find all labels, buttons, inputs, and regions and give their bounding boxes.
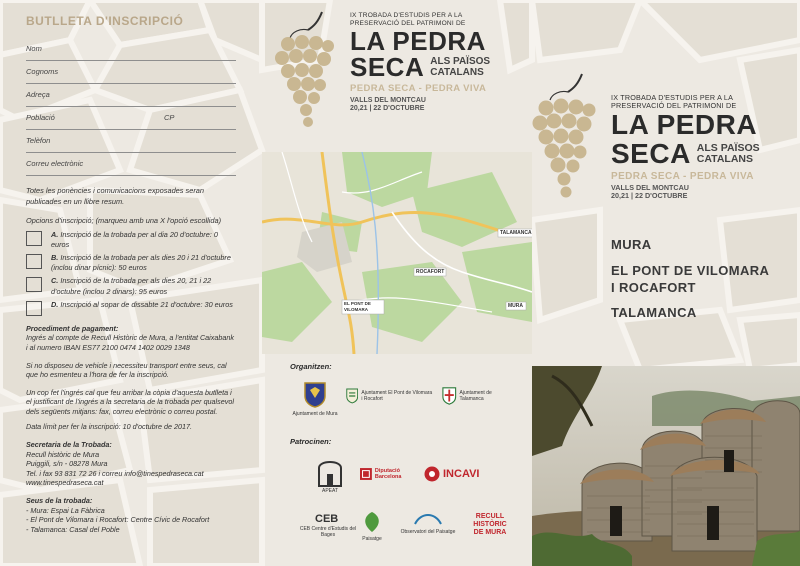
phone-field[interactable]: Telèfon [26,130,236,153]
cover-motto: PEDRA SECA - PEDRA VIVA [611,171,754,182]
svg-text:CEB: CEB [315,513,339,524]
logo-ceb: CEB CEB Centre d'Estudis del Bages [299,513,357,538]
dry-stone-huts-photo [532,366,800,566]
options-intro: Opcions d'inscripció; (marqueu amb una X l'opció escollida) [26,216,222,225]
shield-icon [304,382,326,408]
event-dates: 20,21 | 22 D'OCTUBRE [350,105,425,112]
grape-bunch-icon [270,8,348,138]
logo-paisatge: Paisatge [356,510,388,542]
logo-observatori: Observatori del Paisatge [398,512,458,535]
secretary-block: Secretaria de la Trobada: Recull històric de Mura Puiggili, s/n - 08278 Mura Tel. i fax 93 831 72 26 i correu info@tinespedraseca.cat www.tinespedraseca.cat [26,440,204,488]
form-title: BUTLLETA D'INSCRIPCIÓ [26,14,184,28]
place-mura: MURA [611,237,652,252]
motto: PEDRA SECA - PEDRA VIVA [350,83,487,94]
surname-field[interactable]: Cognoms [26,61,236,84]
cover-title-line-2: SECA [611,138,691,169]
location-map[interactable] [262,152,532,354]
option-d-checkbox[interactable] [26,301,42,316]
logo-ajuntament-el-pont: Ajuntament El Pont de Vilomara i Rocafort [346,386,434,406]
cover-dates: 20,21 | 22 D'OCTUBRE [611,191,688,200]
logo-incavi: INCAVI [424,466,504,482]
main-title-line-2: SECA [350,52,425,82]
logo-recull-historic: RECULL HISTÒRIC DE MURA [473,513,507,536]
sponsors-title: Patrocinen: [290,437,332,446]
title-block-top: IX TROBADA D'ESTUDIS PER A LA PRESERVACIÓ DEL PATRIMONI DE LA PEDRA SECA ALS PAÏSOS CATALANS PEDRA SECA - PEDRA VIVA VALLS DEL MONTCAU 20,21 | 22 D'OCTUBRE [350,12,530,113]
cover-title-line-1: LA PEDRA [611,109,758,140]
option-b: B. Inscripció de la trobada per als dies 20 i 21 d'octubre (inclou dinar pícnic): 50 euros [26,253,236,273]
option-b-checkbox[interactable] [26,254,42,269]
place-talamanca: TALAMANCA [611,305,697,320]
map-label-mura: MURA [508,303,523,309]
shield-icon [346,386,358,406]
name-field[interactable]: Nom [26,38,236,61]
option-d: D. Inscripció al sopar de dissabte 21 d'octubre: 30 euros [26,300,236,316]
town-field[interactable]: Població CP [26,107,236,130]
option-a-checkbox[interactable] [26,231,42,246]
dry-stone-hut-icon [315,454,345,488]
organizers-title: Organitzen: [290,362,332,371]
grape-bunch-icon [526,70,608,210]
venues-block: Seus de la trobada: - Mura: Espai La Fàbrica - El Pont de Vilomara i Rocafort: Centre Cívic de Rocafort - Talamanca: Casal del Poble [26,496,210,534]
map-label-talamanca: TALAMANCA [500,230,532,236]
place-el-pont: EL PONT DE VILOMARA [611,263,770,278]
map-graphic [262,152,532,354]
diputacio-icon [360,467,372,481]
title-block-cover: IX TROBADA D'ESTUDIS PER A LA PRESERVACIÓ DEL PATRIMONI DE LA PEDRA SECA ALS PAÏSOS CATALANS PEDRA SECA - PEDRA VIVA VALLS DEL MONTCAU 20,21 | 22 D'OCTUBRE [611,94,796,200]
deadline-note: Data límit per fer la inscripció: 10 d'octubre de 2017. [26,422,192,432]
option-c-checkbox[interactable] [26,277,42,292]
incavi-icon [424,466,440,482]
place-rocafort: I ROCAFORT [611,280,696,295]
logo-apeat: APEAT [310,454,350,494]
registration-form-panel [0,0,262,566]
publication-note: Totes les ponències i comunicacions exposades seran publicades en un llibre resum. [26,186,205,206]
option-c: C. Inscripció de la trobada per als dies 20, 21 i 22 d'octubre (inclou 2 dinars): 95 euros [26,276,236,296]
payment-procedure: Procediment de pagament: Ingrés al compte de Recull Històric de Mura, a l'entitat Caixabank i al numero IBAN ES77 2100 0474 1402 0029 1348 [26,323,234,352]
shield-icon [442,386,457,406]
logo-diputacio: Diputació Barcelona [360,467,420,481]
leaf-icon [360,510,384,534]
email-field[interactable]: Correu electrònic [26,153,236,176]
option-a: A. Inscripció de la trobada per al dia 20 d'octubre: 0 euros [26,230,236,250]
landscape-arc-icon [413,512,443,526]
main-title-line-1: LA PEDRA [350,26,486,56]
ceb-icon [315,512,341,524]
address-field[interactable]: Adreça [26,84,236,107]
map-label-rocafort: ROCAFORT [416,269,445,275]
map-label-el-pont: EL PONT DE VILOMARA [344,301,371,312]
postal-code-label: CP [164,113,175,122]
logo-ajuntament-talamanca: Ajuntament de Talamanca [442,386,512,406]
vehicle-note: Si no disposeu de vehicle i necessiteu transport entre seus, cal que ho esmenteu a l'hora de fer la inscripció. [26,360,227,380]
logo-ajuntament-mura: Ajuntament de Mura [290,382,340,417]
send-instructions: Un cop fet l'ingrés cal que feu arribar la còpia d'aquesta butlleta i el justificant de l'ingrés a la secretaria de la trobada per qualsevol dels següents mitjans: fax, correu electrònic o correu postal. [26,387,234,416]
